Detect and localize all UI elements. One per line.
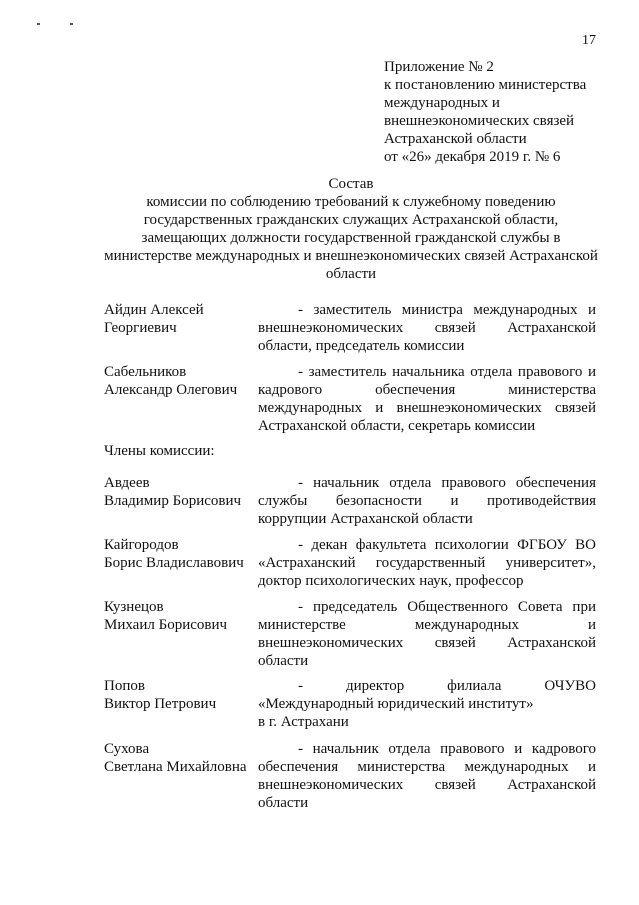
title-line: комиссии по соблюдению требований к служебному поведению <box>146 194 556 210</box>
role-line: «Международный юридический институт» <box>258 696 534 712</box>
role-line: кадрового обеспечения министерства <box>258 382 596 398</box>
member-surname-firstname: Айдин Алексей <box>104 302 204 318</box>
role-line: в г. Астрахани <box>258 714 349 730</box>
member-name <box>104 363 264 399</box>
role-line: области <box>258 795 309 811</box>
title-line: министерстве международных и внешнеэкономических связей Астраханской <box>104 248 598 264</box>
role-line: - декан факультета психологии ФГБОУ ВО <box>298 537 596 553</box>
appendix-line: от «26» декабря 2019 г. № 6 <box>384 149 561 165</box>
role-line: - начальник отдела правового обеспечения <box>298 475 596 491</box>
member-role <box>258 598 596 670</box>
page-number: 17 <box>582 33 596 48</box>
scan-mark <box>70 23 73 25</box>
member-name <box>104 740 264 776</box>
appendix-header <box>384 58 624 166</box>
member-surname: Попов <box>104 678 145 694</box>
role-line: Астраханской области, секретарь комиссии <box>258 418 536 434</box>
member-role <box>258 474 596 528</box>
role-line: внешнеэкономических связей Астраханской <box>258 777 596 793</box>
role-line: внешнеэкономических связей Астраханской <box>258 320 596 336</box>
member-surname: Кузнецов <box>104 599 164 615</box>
title-line: замещающих должности государственной гражданской службы в <box>141 230 561 246</box>
role-line: международных и внешнеэкономических связей <box>258 400 596 416</box>
appendix-line: Приложение № 2 <box>384 59 494 75</box>
member-firstname-patronymic: Михаил Борисович <box>104 617 228 633</box>
member-surname: Сабельников <box>104 364 187 380</box>
role-line: - заместитель министра международных и <box>298 302 596 318</box>
member-name <box>104 301 264 337</box>
appendix-line: внешнеэкономических связей <box>384 113 575 129</box>
title-line: области <box>325 266 377 282</box>
member-name <box>104 536 264 572</box>
member-firstname-patronymic: Александр Олегович <box>104 382 238 398</box>
role-line: внешнеэкономических связей Астраханской <box>258 635 596 651</box>
title-heading: Состав <box>328 176 374 192</box>
role-line: доктор психологических наук, профессор <box>258 573 524 589</box>
members-label: Члены комиссии: <box>104 443 215 459</box>
member-role <box>258 363 596 435</box>
member-surname: Авдеев <box>104 475 150 491</box>
member-name <box>104 677 264 713</box>
role-line: - начальник отдела правового и кадрового <box>298 741 596 757</box>
role-line: коррупции Астраханской области <box>258 511 473 527</box>
appendix-line: Астраханской области <box>384 131 527 147</box>
member-role <box>258 301 596 355</box>
member-surname: Кайгородов <box>104 537 179 553</box>
role-line: - председатель Общественного Совета при <box>298 599 596 615</box>
member-firstname-patronymic: Владимир Борисович <box>104 493 242 509</box>
role-line: - директор филиала ОЧУВО <box>298 678 596 694</box>
role-line: министерстве международных и <box>258 617 596 633</box>
appendix-line: к постановлению министерства <box>384 77 587 93</box>
member-firstname-patronymic: Борис Владиславович <box>104 555 244 571</box>
role-line: - заместитель начальника отдела правового и <box>298 364 596 380</box>
member-surname: Сухова <box>104 741 150 757</box>
scan-mark <box>37 23 40 25</box>
role-line: области <box>258 653 309 669</box>
title-line: государственных гражданских служащих Астраханской области, <box>143 212 559 228</box>
member-firstname-patronymic: Светлана Михайловна <box>104 759 247 775</box>
member-role <box>258 677 596 731</box>
member-name <box>104 598 264 634</box>
role-line: области, председатель комиссии <box>258 338 465 354</box>
member-name <box>104 474 264 510</box>
role-line: службы безопасности и противодействия <box>258 493 596 509</box>
role-line: обеспечения министерства международных и <box>258 759 596 775</box>
member-firstname-patronymic: Виктор Петрович <box>104 696 217 712</box>
member-role <box>258 536 596 590</box>
member-role <box>258 740 596 812</box>
role-line: «Астраханский государственный университет», <box>258 555 596 571</box>
document-title <box>95 175 607 283</box>
appendix-line: международных и <box>384 95 500 111</box>
member-patronymic: Георгиевич <box>104 320 177 336</box>
